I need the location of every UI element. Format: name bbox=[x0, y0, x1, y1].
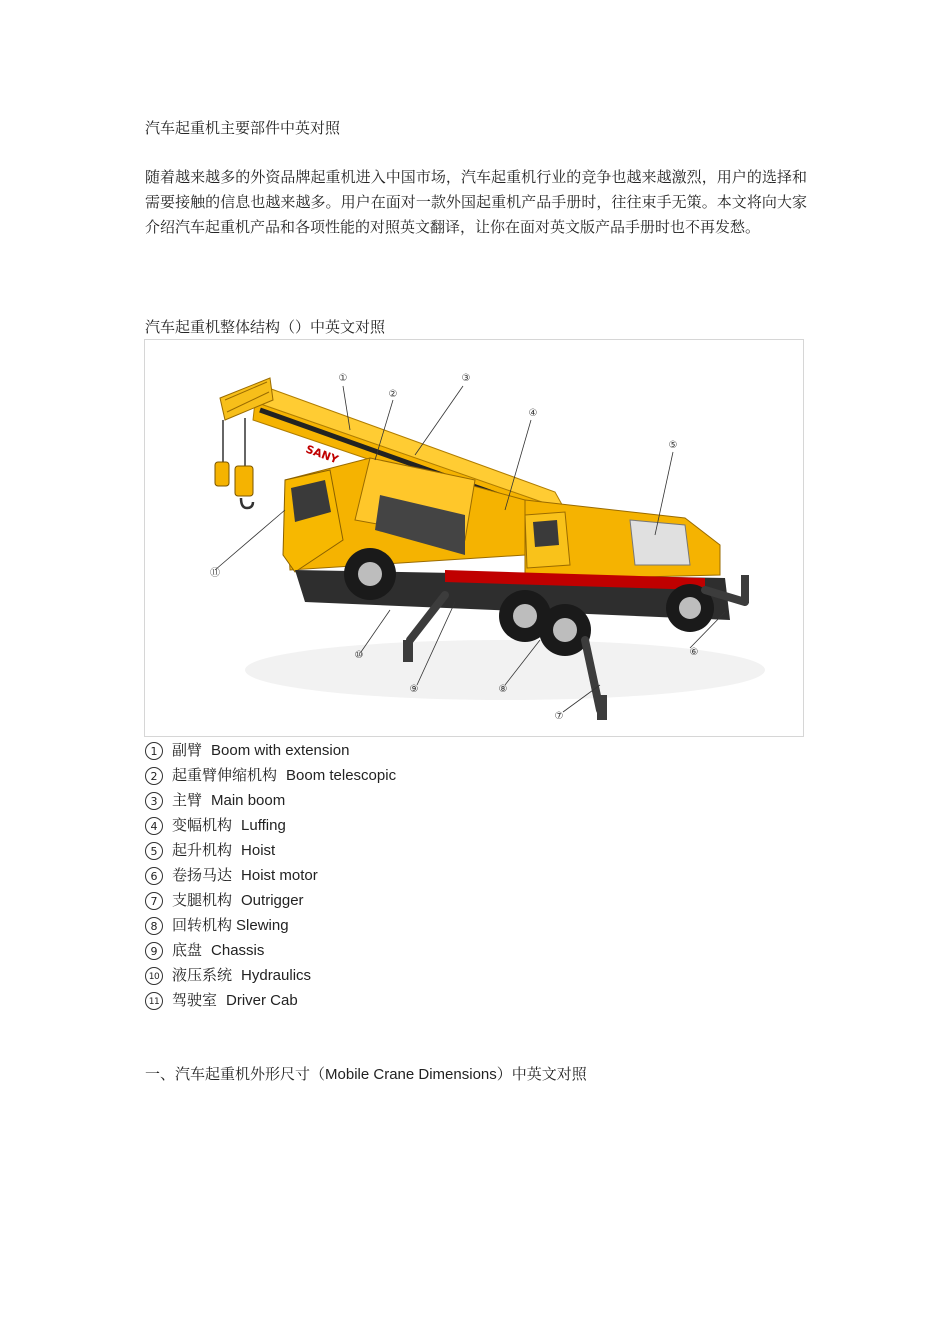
crane-illustration bbox=[145, 340, 803, 736]
part-number: 7 bbox=[145, 892, 163, 910]
part-name-en: Hydraulics bbox=[241, 967, 312, 984]
list-item bbox=[145, 738, 396, 763]
part-name-zh: 回转机构 bbox=[172, 916, 233, 934]
part-name-zh: 底盘 bbox=[172, 941, 203, 959]
list-item bbox=[145, 838, 396, 863]
part-number: 8 bbox=[145, 917, 163, 935]
callout-6: ⑥ bbox=[689, 647, 699, 658]
part-number: 4 bbox=[145, 817, 163, 835]
part-name-zh: 液压系统 bbox=[172, 966, 233, 984]
list-item bbox=[145, 888, 396, 913]
part-name-en: Main boom bbox=[211, 792, 286, 809]
list-item bbox=[145, 938, 396, 963]
part-name-zh: 卷扬马达 bbox=[172, 866, 233, 884]
callout-8: ⑧ bbox=[498, 684, 508, 695]
part-number: 11 bbox=[145, 992, 163, 1010]
callout-10: ⑩ bbox=[354, 650, 364, 661]
part-number: 1 bbox=[145, 742, 163, 760]
part-name-en: Boom with extension bbox=[211, 742, 350, 759]
structure-heading: 汽车起重机整体结构（）中英文对照 bbox=[145, 318, 386, 336]
part-name-en: Slewing bbox=[236, 917, 289, 934]
part-number: 5 bbox=[145, 842, 163, 860]
part-number: 6 bbox=[145, 867, 163, 885]
callout-7: ⑦ bbox=[554, 711, 564, 722]
part-name-zh: 副臂 bbox=[172, 741, 203, 759]
part-number: 10 bbox=[145, 967, 163, 985]
callout-1: ① bbox=[338, 373, 348, 384]
callout-9: ⑨ bbox=[409, 684, 419, 695]
callout-3: ③ bbox=[461, 373, 471, 384]
callout-2: ② bbox=[388, 389, 398, 400]
list-item bbox=[145, 913, 396, 938]
part-name-zh: 驾驶室 bbox=[172, 991, 218, 1009]
part-name-en: Chassis bbox=[211, 942, 265, 959]
callout-5: ⑤ bbox=[668, 440, 678, 451]
part-name-en: Luffing bbox=[241, 817, 286, 834]
section-1-prefix: 一、汽车起重机外形尺寸（ bbox=[145, 1065, 326, 1083]
section-1-latin: Mobile Crane Dimensions bbox=[325, 1066, 497, 1083]
part-name-zh: 起重臂伸缩机构 bbox=[172, 766, 278, 784]
callout-4: ④ bbox=[528, 408, 538, 419]
part-name-en: Hoist bbox=[241, 842, 276, 859]
part-number: 3 bbox=[145, 792, 163, 810]
part-name-zh: 主臂 bbox=[172, 791, 203, 809]
part-name-en: Boom telescopic bbox=[286, 767, 397, 784]
list-item bbox=[145, 863, 396, 888]
callout-11: ⑪ bbox=[210, 568, 220, 579]
part-number: 9 bbox=[145, 942, 163, 960]
section-1-suffix: ）中英文对照 bbox=[496, 1065, 587, 1083]
part-name-en: Hoist motor bbox=[241, 867, 318, 884]
list-item bbox=[145, 813, 396, 838]
list-item bbox=[145, 788, 396, 813]
part-name-zh: 起升机构 bbox=[172, 841, 233, 859]
part-name-en: Outrigger bbox=[241, 892, 304, 909]
part-number: 2 bbox=[145, 767, 163, 785]
intro-paragraph: 随着越来越多的外资品牌起重机进入中国市场，汽车起重机行业的竞争也越来越激烈，用户的选择和需要接触的信息也越来越多。用户在面对一款外国起重机产品手册时，往往束手无策。本文将向大家介绍汽车起重机产品和各项性能的对照英文翻译，让你在面对英文版产品手册时也不再发愁。 bbox=[145, 168, 807, 236]
parts-list bbox=[145, 738, 396, 1013]
part-name-en: Driver Cab bbox=[226, 992, 298, 1009]
section-1-heading bbox=[145, 1064, 587, 1085]
brand-logo: SANY bbox=[303, 442, 341, 467]
crane-structure-figure bbox=[144, 339, 804, 737]
list-item bbox=[145, 988, 396, 1013]
part-name-zh: 支腿机构 bbox=[172, 891, 233, 909]
part-name-zh: 变幅机构 bbox=[172, 816, 233, 834]
document-title: 汽车起重机主要部件中英对照 bbox=[145, 119, 341, 137]
list-item bbox=[145, 963, 396, 988]
list-item bbox=[145, 763, 396, 788]
